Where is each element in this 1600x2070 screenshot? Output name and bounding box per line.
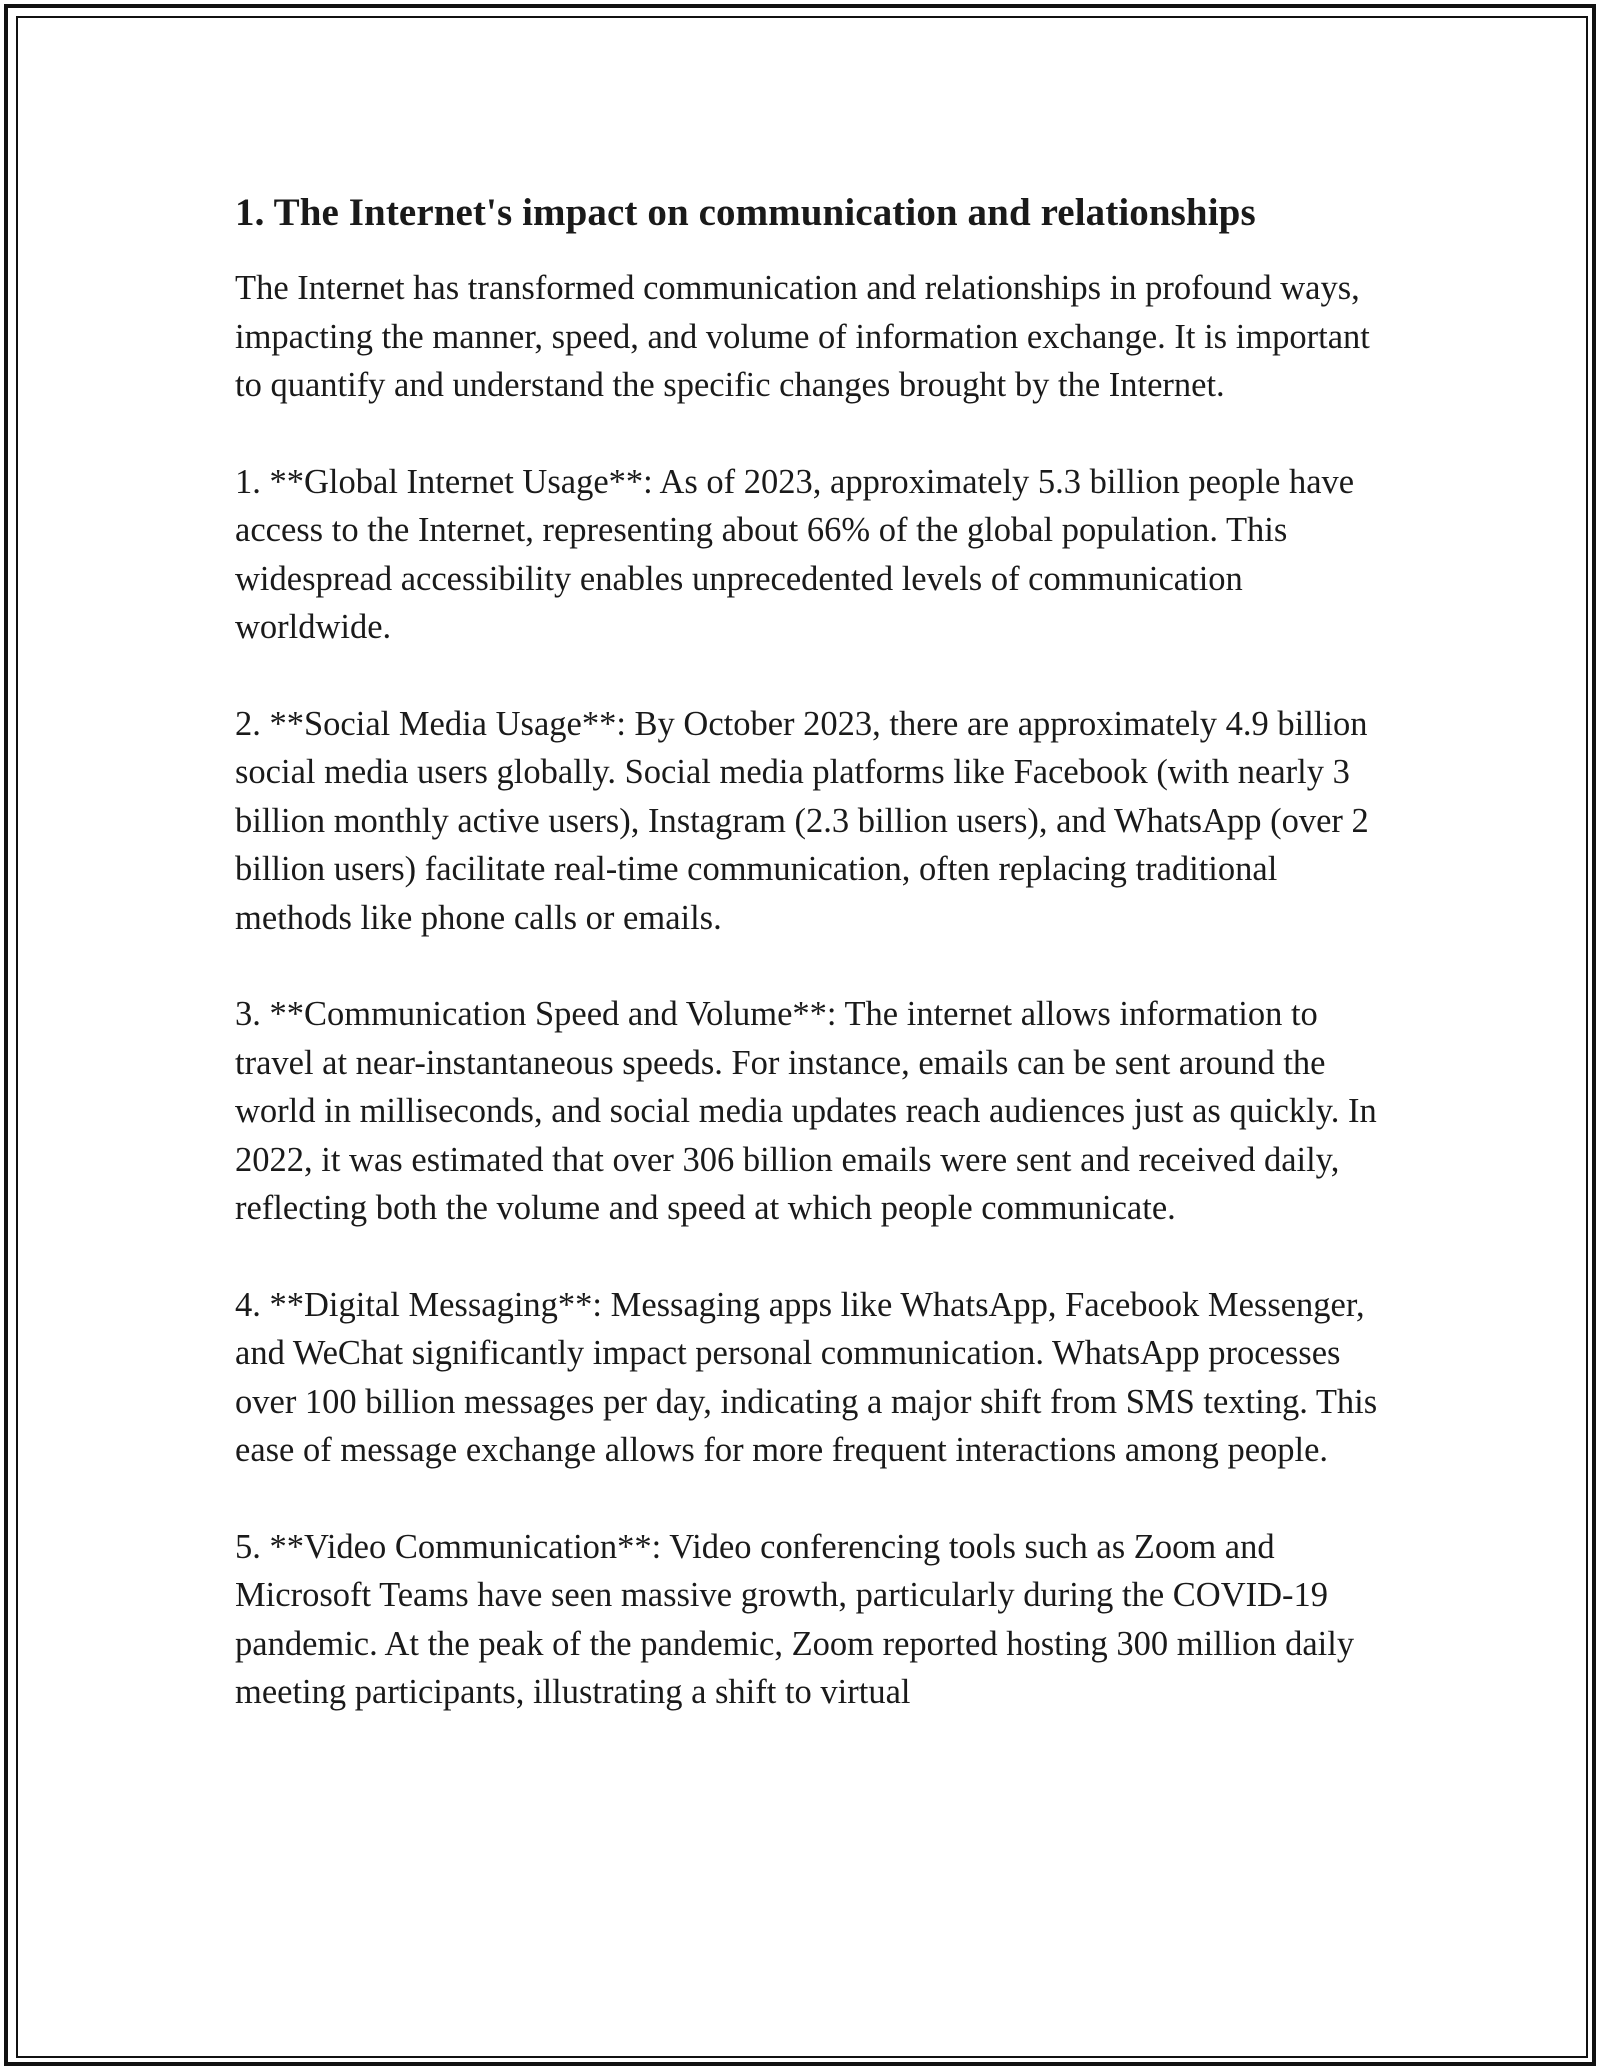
paragraph-communication-speed-volume: 3. **Communication Speed and Volume**: The internet allows information to travel at near-instantaneous speeds. For instance, emails can be sent around the world in milliseconds, and social media updates reach audiences just as quickly. In 2022, it was estimated that over 306 billion emails were sent and received daily, reflecting both the volume and speed at which people communicate.: [235, 995, 1377, 1227]
document-body: [235, 188, 1395, 1765]
section-title: 1. The Internet's impact on communication and relationships: [235, 191, 1256, 234]
paragraph-social-media-usage: 2. **Social Media Usage**: By October 2023, there are approximately 4.9 billion social media users globally. Social media platforms like Facebook (with nearly 3 billion monthly active users), Instagram (2.3 billion users), and WhatsApp (over 2 billion users) facilitate real-time communication, often replacing traditional methods like phone calls or emails.: [235, 704, 1369, 937]
paragraph-video-communication: 5. **Video Communication**: Video conferencing tools such as Zoom and Microsoft Teams have seen massive growth, particularly during the COVID-19 pandemic. At the peak of the pandemic, Zoom reported hosting 300 million daily meeting participants, illustrating a shift to virtual: [235, 1527, 1355, 1711]
paragraph-global-internet-usage: 1. **Global Internet Usage**: As of 2023, approximately 5.3 billion people have access to the Internet, representing about 66% of the global population. This widespread accessibility enables unprecedented levels of communication worldwide.: [235, 462, 1355, 646]
paragraph-digital-messaging: 4. **Digital Messaging**: Messaging apps like WhatsApp, Facebook Messenger, and WeChat significantly impact personal communication. WhatsApp processes over 100 billion messages per day, indicating a major shift from SMS texting. This ease of message exchange allows for more frequent interactions among people.: [235, 1285, 1378, 1469]
intro-paragraph: The Internet has transformed communication and relationships in profound ways, impacting the manner, speed, and volume of information exchange. It is important to quantify and understand the specific changes brought by the Internet.: [235, 269, 1370, 404]
